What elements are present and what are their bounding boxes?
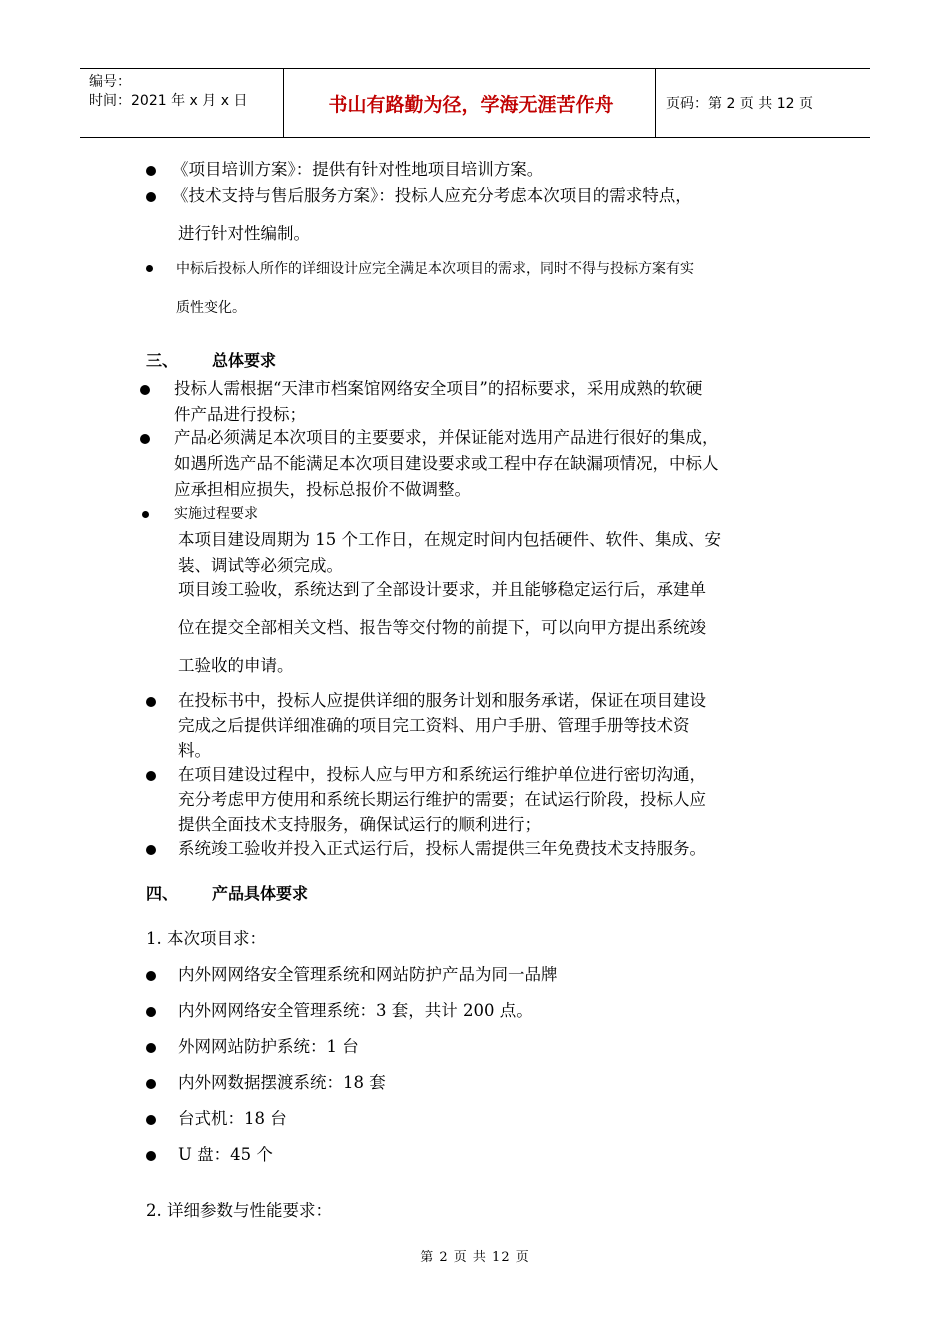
section-number: 四、 [146,884,179,903]
list-item: 外网网站防护系统：1 台 [178,1037,359,1056]
body-line: 在投标书中，投标人应提供详细的服务计划和服务承诺，保证在项目建设 [178,691,706,710]
list-item: 内外网网络安全管理系统和网站防护产品为同一品牌 [178,965,558,984]
bullet-icon [142,511,149,518]
body-line: 产品必须满足本次项目的主要要求，并保证能对选用产品进行很好的集成， [174,428,719,447]
section-title: 产品具体要求 [212,884,309,903]
page-footer: 第 2 页 共 12 页 [420,1250,530,1265]
bullet-icon [146,771,156,781]
list-item: 内外网数据摆渡系统：18 套 [178,1073,386,1092]
header-meta [89,73,247,111]
body-line: 工验收的申请。 [178,656,294,675]
body-line: 本项目建设周期为 15 个工作日，在规定时间内包括硬件、软件、集成、安 [178,530,721,549]
numbered-item: 1. 本次项目求： [146,929,266,948]
body-line: 《技术支持与售后服务方案》：投标人应充分考虑本次项目的需求特点， [172,186,692,205]
bullet-icon [146,265,153,272]
section-number: 三、 [146,351,179,370]
list-item: 台式机：18 台 [178,1109,287,1128]
numbered-item: 2. 详细参数与性能要求： [146,1201,332,1220]
header-page: 页码：第 2 页 共 12 页 [666,96,813,112]
body-line: 实施过程要求 [174,506,258,522]
body-line: 料。 [178,741,211,760]
list-item: U 盘：45 个 [178,1145,273,1164]
body-line: 完成之后提供详细准确的项目完工资料、用户手册、管理手册等技术资 [178,716,690,735]
bullet-icon [146,697,156,707]
body-line: 投标人需根据“天津市档案馆网络安全项目”的招标要求，采用成熟的软硬 [174,379,703,398]
body-line: 系统竣工验收并投入正式运行后，投标人需提供三年免费技术支持服务。 [178,839,706,858]
body-line: 如遇所选产品不能满足本次项目建设要求或工程中存在缺漏项情况，中标人 [174,454,719,473]
body-line: 提供全面技术支持服务，确保试运行的顺利进行； [178,815,541,834]
body-line: 在项目建设过程中，投标人应与甲方和系统运行维护单位进行密切沟通， [178,765,706,784]
header-number: 编号： [89,74,131,90]
bullet-icon [146,192,156,202]
header-date: 时间：2021 年 x 月 x 日 [89,93,248,109]
bullet-icon [146,1151,156,1161]
bullet-icon [140,385,150,395]
bullet-icon [146,971,156,981]
page-header [80,68,870,138]
body-line: 应承担相应损失，投标总报价不做调整。 [174,480,471,499]
body-line: 位在提交全部相关文档、报告等交付物的前提下，可以向甲方提出系统竣 [178,618,706,637]
bullet-icon [146,1115,156,1125]
body-line: 充分考虑甲方使用和系统长期运行维护的需要；在试运行阶段，投标人应 [178,790,706,809]
bullet-icon [146,1007,156,1017]
header-divider [283,69,284,137]
bullet-icon [146,166,156,176]
body-line: 项目竣工验收，系统达到了全部设计要求，并且能够稳定运行后，承建单 [178,580,706,599]
bullet-icon [146,845,156,855]
bullet-icon [140,434,150,444]
list-item: 内外网网络安全管理系统：3 套，共计 200 点。 [178,1001,533,1020]
section-title: 总体要求 [212,351,277,370]
body-line: 《项目培训方案》：提供有针对性地项目培训方案。 [172,160,544,179]
bullet-icon [146,1043,156,1053]
bullet-icon [146,1079,156,1089]
body-line: 进行针对性编制。 [178,224,310,243]
body-line: 件产品进行投标； [174,405,306,424]
body-line: 质性变化。 [176,300,246,316]
body-line: 装、调试等必须完成。 [178,556,343,575]
header-motto: 书山有路勤为径，学海无涯苦作舟 [328,93,614,116]
body-line: 中标后投标人所作的详细设计应完全满足本次项目的需求，同时不得与投标方案有实 [176,261,694,277]
